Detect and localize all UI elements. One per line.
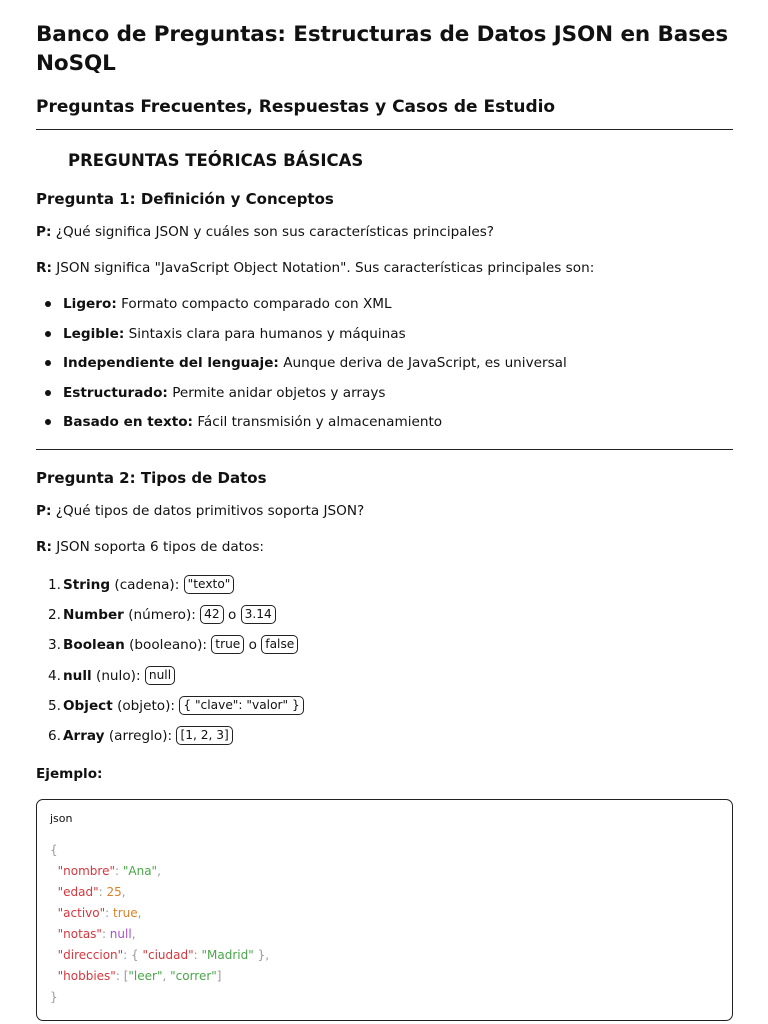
code-token: { [50,843,58,857]
code-key: "hobbies" [57,969,116,983]
divider [36,449,733,450]
list-item-desc: Formato compacto comparado con XML [121,296,392,312]
type-name: null [63,667,92,684]
type-desc: (cadena): [114,577,180,593]
code-string: "Ana" [122,864,158,878]
list-number: 6. [48,727,61,744]
question-text: ¿Qué tipos de datos primitivos soporta JSON? [55,503,365,519]
code-language-label: json [50,812,73,825]
page-subtitle: Preguntas Frecuentes, Respuestas y Casos de Estudio [36,97,556,117]
code-block[interactable] [36,799,733,1021]
type-name: Array [63,727,105,744]
code-content[interactable]: { "nombre": "Ana", "edad": 25, "activo": true, "notas": null, "direccion": { "ciudad": "Madrid" }, "hobbies": ["leer", "correr"] } [50,843,270,1004]
inline-code: 42 [200,605,224,624]
inline-code: true [211,635,244,654]
inline-code: { "clave": "valor" } [179,696,303,715]
code-key: "edad" [57,885,99,899]
list-item [36,323,567,353]
inline-code: null [145,666,175,685]
separator-text: o [228,607,237,624]
type-desc: (arreglo): [108,727,173,744]
question-2-heading: Pregunta 2: Tipos de Datos [36,469,267,487]
type-name: Number [63,607,124,624]
list-item-term: Independiente del lenguaje: [63,355,279,371]
list-item-term: Ligero: [63,296,117,312]
question-1-heading: Pregunta 1: Definición y Conceptos [36,190,334,208]
data-types-list [36,573,304,754]
type-desc: (objeto): [117,697,175,714]
code-string: "Madrid" [201,948,254,962]
divider [36,129,733,130]
code-boolean: true [112,906,138,920]
code-key: "activo" [57,906,106,920]
list-number: 4. [48,667,61,684]
question-2-answer [36,537,264,557]
type-desc: (número): [128,607,196,624]
code-key: "notas" [57,927,102,941]
code-token: } [50,990,58,1004]
question-label: P: [36,224,52,240]
code-null: null [109,927,132,941]
type-name: String [63,577,111,593]
answer-text: JSON significa "JavaScript Object Notation". Sus características principales son: [56,260,595,276]
code-key: "direccion" [57,948,124,962]
list-item-desc: Aunque deriva de JavaScript, es universal [283,355,567,371]
list-number: 5. [48,697,61,714]
type-name: Object [63,697,113,714]
question-text: ¿Qué significa JSON y cuáles son sus características principales? [55,224,495,240]
list-item-term: Legible: [63,325,125,342]
list-item [36,411,567,441]
question-label: P: [36,503,52,519]
characteristics-list [36,293,567,441]
inline-code: false [261,635,298,654]
example-label: Ejemplo: [36,766,103,782]
list-item [36,724,304,754]
separator-text: o [248,637,257,654]
list-item [36,573,304,603]
list-number: 1. [48,577,61,593]
list-item [36,352,567,382]
inline-code: 3.14 [241,605,276,624]
list-item [36,603,304,633]
code-string: "correr" [170,969,217,983]
list-item-desc: Sintaxis clara para humanos y máquinas [128,325,406,342]
list-item-desc: Permite anidar objetos y arrays [172,384,386,401]
list-item [36,633,304,663]
list-item [36,694,304,724]
inline-code: [1, 2, 3] [176,726,232,745]
answer-text: JSON soporta 6 tipos de datos: [56,539,264,555]
code-string: "leer" [128,969,163,983]
list-item-term: Basado en texto: [63,414,193,430]
question-1-answer [36,258,594,278]
answer-label: R: [36,260,52,276]
code-number: 25 [106,885,122,899]
type-name: Boolean [63,637,125,654]
type-desc: (nulo): [96,667,141,684]
code-key: "nombre" [57,864,115,878]
list-item [36,293,567,323]
list-item [36,664,304,694]
section-title: PREGUNTAS TEÓRICAS BÁSICAS [68,151,364,170]
list-item-desc: Fácil transmisión y almacenamiento [197,414,443,430]
inline-code: "texto" [184,575,235,594]
question-2-prompt [36,501,364,521]
code-key: "ciudad" [142,948,194,962]
answer-label: R: [36,539,52,555]
type-desc: (booleano): [129,637,207,654]
list-number: 3. [48,637,61,654]
list-item [36,382,567,412]
question-1-prompt [36,222,494,242]
list-item-term: Estructurado: [63,384,168,401]
list-number: 2. [48,607,61,624]
page-title: Banco de Preguntas: Estructuras de Datos JSON en Bases NoSQL [36,22,729,76]
